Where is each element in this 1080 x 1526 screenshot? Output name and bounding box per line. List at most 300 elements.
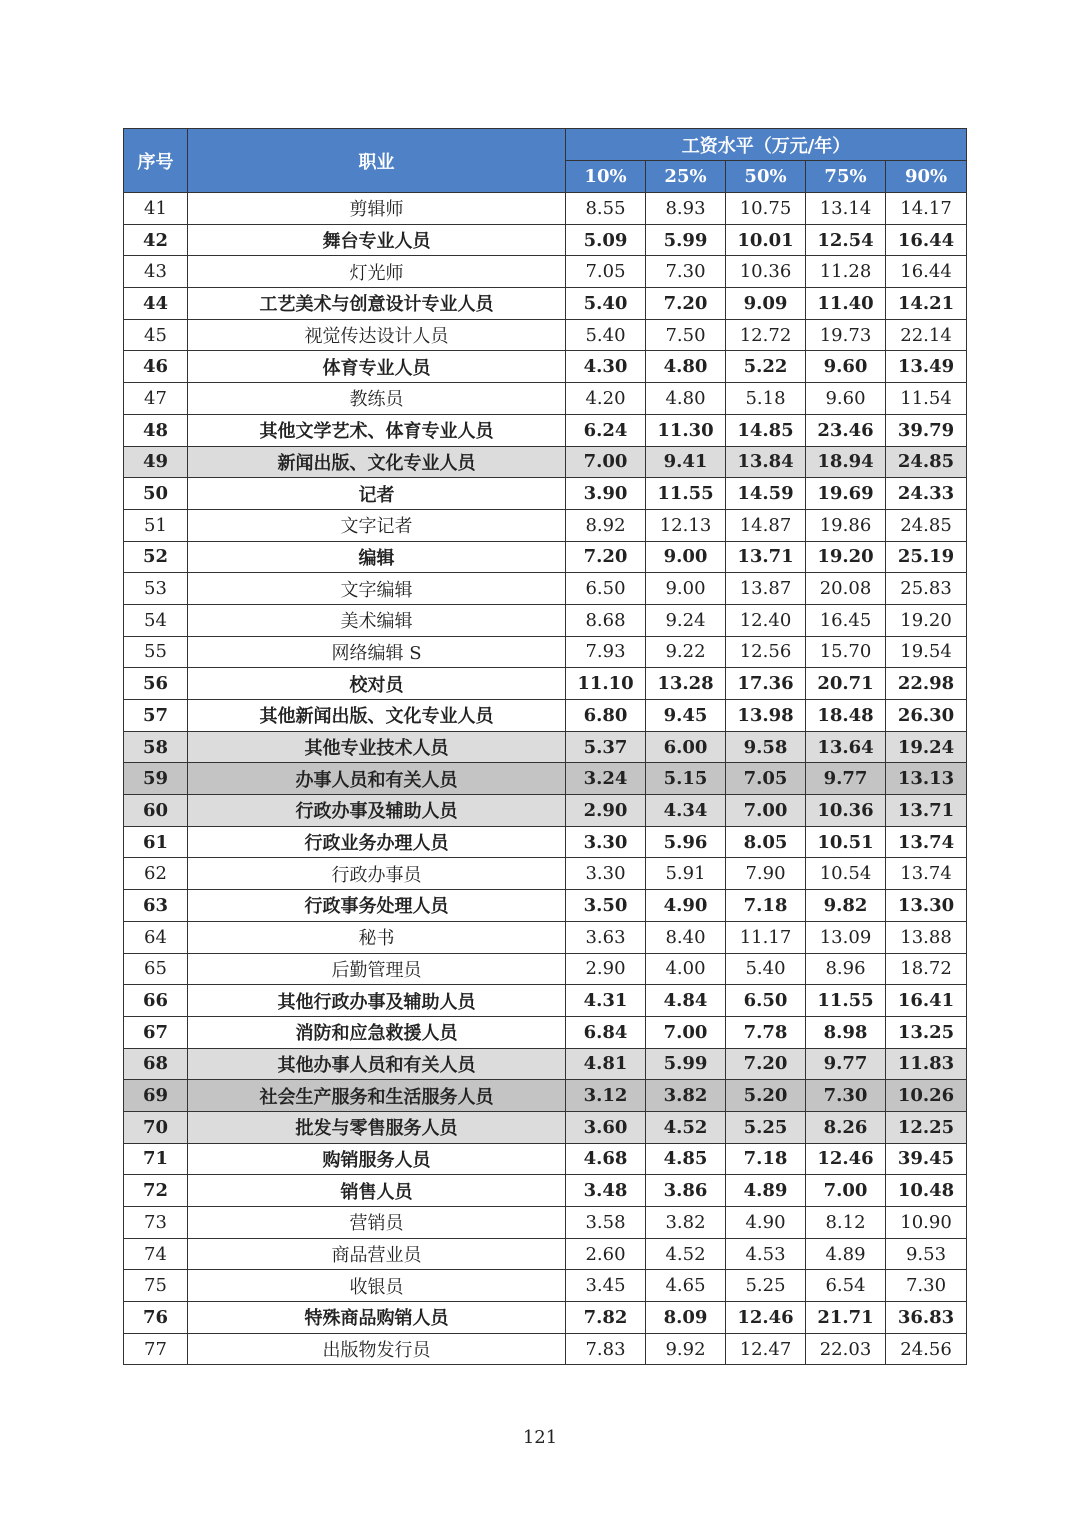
row-salary-p90: 25.83 — [886, 573, 967, 605]
row-occupation: 视觉传达设计人员 — [188, 319, 566, 351]
row-salary-p50: 12.46 — [726, 1302, 806, 1334]
row-salary-p75: 11.40 — [806, 288, 886, 320]
row-salary-p10: 3.60 — [566, 1111, 646, 1143]
row-salary-p10: 11.10 — [566, 668, 646, 700]
row-occupation: 剪辑师 — [188, 193, 566, 225]
row-index: 71 — [124, 1143, 188, 1175]
row-salary-p75: 4.89 — [806, 1238, 886, 1270]
row-index: 69 — [124, 1080, 188, 1112]
row-salary-p25: 5.15 — [646, 763, 726, 795]
table-row — [124, 1048, 967, 1080]
row-salary-p90: 25.19 — [886, 541, 967, 573]
row-salary-p10: 5.09 — [566, 224, 646, 256]
row-salary-p25: 9.22 — [646, 636, 726, 668]
row-salary-p75: 19.73 — [806, 319, 886, 351]
row-salary-p90: 24.33 — [886, 478, 967, 510]
row-salary-p75: 8.96 — [806, 953, 886, 985]
row-occupation: 特殊商品购销人员 — [188, 1302, 566, 1334]
table-row — [124, 921, 967, 953]
row-salary-p25: 11.30 — [646, 414, 726, 446]
row-index: 76 — [124, 1302, 188, 1334]
row-salary-p25: 13.28 — [646, 668, 726, 700]
row-salary-p75: 8.12 — [806, 1207, 886, 1239]
row-salary-p25: 9.92 — [646, 1333, 726, 1365]
table-row — [124, 573, 967, 605]
row-salary-p50: 9.09 — [726, 288, 806, 320]
row-salary-p10: 5.40 — [566, 288, 646, 320]
row-salary-p50: 12.47 — [726, 1333, 806, 1365]
row-occupation: 行政办事及辅助人员 — [188, 795, 566, 827]
row-salary-p50: 13.87 — [726, 573, 806, 605]
row-salary-p50: 6.50 — [726, 985, 806, 1017]
row-salary-p50: 14.85 — [726, 414, 806, 446]
row-salary-p50: 7.00 — [726, 795, 806, 827]
row-occupation: 文字编辑 — [188, 573, 566, 605]
table-row — [124, 193, 967, 225]
row-occupation: 文字记者 — [188, 509, 566, 541]
row-salary-p90: 13.88 — [886, 921, 967, 953]
row-salary-p10: 6.84 — [566, 1016, 646, 1048]
table-row — [124, 1333, 967, 1365]
table-row — [124, 351, 967, 383]
table-row — [124, 383, 967, 415]
row-salary-p75: 6.54 — [806, 1270, 886, 1302]
row-salary-p25: 4.65 — [646, 1270, 726, 1302]
row-index: 44 — [124, 288, 188, 320]
row-salary-p90: 39.79 — [886, 414, 967, 446]
row-occupation: 销售人员 — [188, 1175, 566, 1207]
row-salary-p50: 10.75 — [726, 193, 806, 225]
row-salary-p90: 11.54 — [886, 383, 967, 415]
table-row — [124, 224, 967, 256]
row-salary-p50: 7.18 — [726, 890, 806, 922]
row-salary-p75: 22.03 — [806, 1333, 886, 1365]
row-salary-p10: 4.31 — [566, 985, 646, 1017]
row-index: 52 — [124, 541, 188, 573]
row-salary-p50: 7.78 — [726, 1016, 806, 1048]
row-salary-p90: 19.24 — [886, 731, 967, 763]
row-salary-p25: 4.52 — [646, 1111, 726, 1143]
row-salary-p75: 13.64 — [806, 731, 886, 763]
row-salary-p50: 12.72 — [726, 319, 806, 351]
row-index: 66 — [124, 985, 188, 1017]
row-occupation: 灯光师 — [188, 256, 566, 288]
row-salary-p75: 18.48 — [806, 700, 886, 732]
row-salary-p10: 3.63 — [566, 921, 646, 953]
row-salary-p25: 4.84 — [646, 985, 726, 1017]
row-salary-p75: 19.20 — [806, 541, 886, 573]
row-occupation: 商品营业员 — [188, 1238, 566, 1270]
row-index: 42 — [124, 224, 188, 256]
table-row — [124, 795, 967, 827]
row-salary-p10: 8.55 — [566, 193, 646, 225]
row-salary-p90: 13.74 — [886, 826, 967, 858]
row-salary-p75: 9.77 — [806, 1048, 886, 1080]
row-index: 72 — [124, 1175, 188, 1207]
row-salary-p10: 3.45 — [566, 1270, 646, 1302]
row-salary-p50: 17.36 — [726, 668, 806, 700]
row-salary-p25: 3.82 — [646, 1207, 726, 1239]
row-salary-p50: 12.40 — [726, 604, 806, 636]
header-percentile-25: 25% — [646, 161, 726, 193]
table-row — [124, 1238, 967, 1270]
row-salary-p10: 2.60 — [566, 1238, 646, 1270]
header-percentile-90: 90% — [886, 161, 967, 193]
table-header — [124, 129, 967, 193]
header-percentile-50: 50% — [726, 161, 806, 193]
table-row — [124, 890, 967, 922]
row-salary-p90: 19.54 — [886, 636, 967, 668]
row-index: 74 — [124, 1238, 188, 1270]
row-salary-p10: 3.30 — [566, 858, 646, 890]
row-salary-p25: 6.00 — [646, 731, 726, 763]
row-salary-p50: 7.18 — [726, 1143, 806, 1175]
row-salary-p50: 13.98 — [726, 700, 806, 732]
row-salary-p25: 11.55 — [646, 478, 726, 510]
table-row — [124, 1143, 967, 1175]
row-salary-p50: 12.56 — [726, 636, 806, 668]
row-occupation: 其他文学艺术、体育专业人员 — [188, 414, 566, 446]
row-index: 57 — [124, 700, 188, 732]
row-index: 67 — [124, 1016, 188, 1048]
row-salary-p10: 4.81 — [566, 1048, 646, 1080]
row-salary-p25: 8.40 — [646, 921, 726, 953]
row-occupation: 网络编辑 S — [188, 636, 566, 668]
row-salary-p75: 9.60 — [806, 351, 886, 383]
row-salary-p90: 13.49 — [886, 351, 967, 383]
row-salary-p90: 7.30 — [886, 1270, 967, 1302]
table-row — [124, 700, 967, 732]
row-index: 55 — [124, 636, 188, 668]
row-salary-p25: 7.20 — [646, 288, 726, 320]
table-row — [124, 826, 967, 858]
row-salary-p10: 3.24 — [566, 763, 646, 795]
row-salary-p25: 4.52 — [646, 1238, 726, 1270]
row-salary-p75: 20.08 — [806, 573, 886, 605]
header-salary-group: 工资水平（万元/年） — [566, 129, 967, 161]
row-index: 60 — [124, 795, 188, 827]
row-salary-p90: 36.83 — [886, 1302, 967, 1334]
table-row — [124, 446, 967, 478]
row-salary-p10: 8.68 — [566, 604, 646, 636]
row-salary-p10: 7.20 — [566, 541, 646, 573]
row-index: 63 — [124, 890, 188, 922]
table-row — [124, 541, 967, 573]
table-row — [124, 288, 967, 320]
row-salary-p90: 9.53 — [886, 1238, 967, 1270]
row-occupation: 美术编辑 — [188, 604, 566, 636]
row-salary-p50: 7.90 — [726, 858, 806, 890]
row-salary-p75: 10.36 — [806, 795, 886, 827]
row-occupation: 行政业务办理人员 — [188, 826, 566, 858]
row-salary-p25: 5.99 — [646, 224, 726, 256]
row-salary-p25: 8.93 — [646, 193, 726, 225]
row-occupation: 出版物发行员 — [188, 1333, 566, 1365]
row-salary-p10: 5.40 — [566, 319, 646, 351]
row-salary-p90: 22.14 — [886, 319, 967, 351]
row-occupation: 校对员 — [188, 668, 566, 700]
row-salary-p10: 4.20 — [566, 383, 646, 415]
table-row — [124, 953, 967, 985]
row-occupation: 舞台专业人员 — [188, 224, 566, 256]
row-index: 77 — [124, 1333, 188, 1365]
row-salary-p90: 13.30 — [886, 890, 967, 922]
row-salary-p50: 5.25 — [726, 1270, 806, 1302]
row-salary-p10: 7.82 — [566, 1302, 646, 1334]
salary-table — [123, 128, 967, 1365]
row-index: 48 — [124, 414, 188, 446]
row-salary-p75: 13.09 — [806, 921, 886, 953]
row-salary-p50: 14.59 — [726, 478, 806, 510]
row-salary-p75: 21.71 — [806, 1302, 886, 1334]
row-salary-p25: 4.34 — [646, 795, 726, 827]
row-salary-p25: 3.82 — [646, 1080, 726, 1112]
row-salary-p90: 10.48 — [886, 1175, 967, 1207]
row-salary-p75: 11.55 — [806, 985, 886, 1017]
row-salary-p50: 10.36 — [726, 256, 806, 288]
row-index: 50 — [124, 478, 188, 510]
row-occupation: 后勤管理员 — [188, 953, 566, 985]
row-salary-p90: 12.25 — [886, 1111, 967, 1143]
row-salary-p25: 4.90 — [646, 890, 726, 922]
row-salary-p75: 9.77 — [806, 763, 886, 795]
row-salary-p50: 7.05 — [726, 763, 806, 795]
row-salary-p10: 3.50 — [566, 890, 646, 922]
row-index: 64 — [124, 921, 188, 953]
row-index: 58 — [124, 731, 188, 763]
row-salary-p75: 10.51 — [806, 826, 886, 858]
row-salary-p50: 4.90 — [726, 1207, 806, 1239]
row-salary-p10: 4.68 — [566, 1143, 646, 1175]
row-salary-p90: 24.85 — [886, 446, 967, 478]
row-occupation: 新闻出版、文化专业人员 — [188, 446, 566, 478]
table-row — [124, 1080, 967, 1112]
row-index: 54 — [124, 604, 188, 636]
row-salary-p50: 8.05 — [726, 826, 806, 858]
row-salary-p25: 12.13 — [646, 509, 726, 541]
row-salary-p25: 8.09 — [646, 1302, 726, 1334]
header-occupation: 职业 — [188, 129, 566, 193]
row-salary-p10: 6.24 — [566, 414, 646, 446]
row-occupation: 编辑 — [188, 541, 566, 573]
row-salary-p75: 12.46 — [806, 1143, 886, 1175]
row-salary-p50: 4.53 — [726, 1238, 806, 1270]
row-salary-p10: 3.58 — [566, 1207, 646, 1239]
row-salary-p10: 6.80 — [566, 700, 646, 732]
row-salary-p90: 16.44 — [886, 256, 967, 288]
table-row — [124, 1302, 967, 1334]
row-salary-p10: 3.12 — [566, 1080, 646, 1112]
table-row — [124, 731, 967, 763]
row-salary-p25: 9.00 — [646, 541, 726, 573]
row-salary-p90: 19.20 — [886, 604, 967, 636]
table-row — [124, 604, 967, 636]
row-index: 49 — [124, 446, 188, 478]
row-salary-p75: 12.54 — [806, 224, 886, 256]
row-occupation: 其他办事人员和有关人员 — [188, 1048, 566, 1080]
table-row — [124, 636, 967, 668]
row-salary-p90: 26.30 — [886, 700, 967, 732]
row-salary-p50: 13.84 — [726, 446, 806, 478]
row-index: 53 — [124, 573, 188, 605]
row-salary-p10: 5.37 — [566, 731, 646, 763]
row-salary-p10: 7.05 — [566, 256, 646, 288]
row-index: 65 — [124, 953, 188, 985]
table-row — [124, 985, 967, 1017]
row-salary-p90: 16.44 — [886, 224, 967, 256]
row-salary-p90: 14.17 — [886, 193, 967, 225]
row-occupation: 其他新闻出版、文化专业人员 — [188, 700, 566, 732]
row-salary-p75: 16.45 — [806, 604, 886, 636]
row-salary-p75: 11.28 — [806, 256, 886, 288]
row-salary-p25: 9.45 — [646, 700, 726, 732]
row-salary-p10: 2.90 — [566, 795, 646, 827]
row-salary-p50: 13.71 — [726, 541, 806, 573]
row-salary-p25: 7.30 — [646, 256, 726, 288]
row-occupation: 秘书 — [188, 921, 566, 953]
row-salary-p25: 4.00 — [646, 953, 726, 985]
row-occupation: 工艺美术与创意设计专业人员 — [188, 288, 566, 320]
row-index: 62 — [124, 858, 188, 890]
row-occupation: 行政办事员 — [188, 858, 566, 890]
row-index: 68 — [124, 1048, 188, 1080]
row-salary-p25: 5.96 — [646, 826, 726, 858]
row-salary-p10: 7.00 — [566, 446, 646, 478]
page-number: 121 — [522, 1427, 558, 1448]
table-row — [124, 1175, 967, 1207]
row-salary-p10: 3.90 — [566, 478, 646, 510]
row-salary-p90: 13.74 — [886, 858, 967, 890]
row-index: 41 — [124, 193, 188, 225]
table-body — [124, 193, 967, 1365]
row-index: 73 — [124, 1207, 188, 1239]
header-percentile-75: 75% — [806, 161, 886, 193]
row-salary-p75: 7.00 — [806, 1175, 886, 1207]
row-index: 61 — [124, 826, 188, 858]
row-occupation: 购销服务人员 — [188, 1143, 566, 1175]
row-occupation: 社会生产服务和生活服务人员 — [188, 1080, 566, 1112]
row-salary-p25: 4.80 — [646, 383, 726, 415]
row-occupation: 记者 — [188, 478, 566, 510]
row-index: 46 — [124, 351, 188, 383]
row-salary-p75: 9.60 — [806, 383, 886, 415]
row-salary-p75: 15.70 — [806, 636, 886, 668]
row-salary-p90: 10.90 — [886, 1207, 967, 1239]
row-salary-p75: 9.82 — [806, 890, 886, 922]
row-salary-p25: 9.00 — [646, 573, 726, 605]
row-salary-p75: 20.71 — [806, 668, 886, 700]
row-salary-p50: 11.17 — [726, 921, 806, 953]
row-salary-p90: 10.26 — [886, 1080, 967, 1112]
header-index: 序号 — [124, 129, 188, 193]
row-salary-p50: 5.40 — [726, 953, 806, 985]
row-occupation: 消防和应急救援人员 — [188, 1016, 566, 1048]
row-salary-p50: 5.25 — [726, 1111, 806, 1143]
row-salary-p10: 8.92 — [566, 509, 646, 541]
row-salary-p90: 13.13 — [886, 763, 967, 795]
row-salary-p90: 16.41 — [886, 985, 967, 1017]
row-salary-p75: 19.86 — [806, 509, 886, 541]
row-salary-p90: 13.71 — [886, 795, 967, 827]
row-salary-p50: 5.22 — [726, 351, 806, 383]
row-salary-p25: 3.86 — [646, 1175, 726, 1207]
row-salary-p75: 8.26 — [806, 1111, 886, 1143]
row-salary-p90: 18.72 — [886, 953, 967, 985]
row-salary-p10: 3.48 — [566, 1175, 646, 1207]
table-row — [124, 256, 967, 288]
table-row — [124, 1111, 967, 1143]
row-salary-p90: 22.98 — [886, 668, 967, 700]
row-salary-p50: 7.20 — [726, 1048, 806, 1080]
row-index: 75 — [124, 1270, 188, 1302]
row-salary-p75: 19.69 — [806, 478, 886, 510]
row-index: 70 — [124, 1111, 188, 1143]
row-salary-p25: 7.00 — [646, 1016, 726, 1048]
table-row — [124, 668, 967, 700]
row-occupation: 其他专业技术人员 — [188, 731, 566, 763]
row-salary-p90: 24.85 — [886, 509, 967, 541]
row-salary-p90: 39.45 — [886, 1143, 967, 1175]
row-occupation: 行政事务处理人员 — [188, 890, 566, 922]
row-salary-p10: 6.50 — [566, 573, 646, 605]
row-salary-p90: 14.21 — [886, 288, 967, 320]
table-row — [124, 1207, 967, 1239]
row-salary-p50: 10.01 — [726, 224, 806, 256]
row-salary-p75: 7.30 — [806, 1080, 886, 1112]
row-salary-p10: 7.93 — [566, 636, 646, 668]
row-salary-p10: 4.30 — [566, 351, 646, 383]
row-salary-p50: 5.18 — [726, 383, 806, 415]
row-salary-p75: 13.14 — [806, 193, 886, 225]
row-salary-p10: 2.90 — [566, 953, 646, 985]
table-row — [124, 478, 967, 510]
table-row — [124, 509, 967, 541]
row-index: 47 — [124, 383, 188, 415]
row-salary-p75: 8.98 — [806, 1016, 886, 1048]
table-row — [124, 1016, 967, 1048]
table-row — [124, 414, 967, 446]
row-salary-p75: 23.46 — [806, 414, 886, 446]
row-salary-p10: 3.30 — [566, 826, 646, 858]
row-occupation: 体育专业人员 — [188, 351, 566, 383]
row-salary-p50: 5.20 — [726, 1080, 806, 1112]
row-salary-p75: 18.94 — [806, 446, 886, 478]
row-salary-p75: 10.54 — [806, 858, 886, 890]
row-index: 43 — [124, 256, 188, 288]
row-salary-p50: 9.58 — [726, 731, 806, 763]
row-index: 56 — [124, 668, 188, 700]
row-occupation: 办事人员和有关人员 — [188, 763, 566, 795]
row-occupation: 批发与零售服务人员 — [188, 1111, 566, 1143]
row-salary-p50: 4.89 — [726, 1175, 806, 1207]
row-occupation: 收银员 — [188, 1270, 566, 1302]
table-row — [124, 763, 967, 795]
row-occupation: 营销员 — [188, 1207, 566, 1239]
row-salary-p50: 14.87 — [726, 509, 806, 541]
row-salary-p25: 5.91 — [646, 858, 726, 890]
header-percentile-10: 10% — [566, 161, 646, 193]
row-salary-p25: 4.80 — [646, 351, 726, 383]
row-index: 45 — [124, 319, 188, 351]
row-salary-p25: 9.41 — [646, 446, 726, 478]
table-row — [124, 1270, 967, 1302]
row-index: 59 — [124, 763, 188, 795]
row-occupation: 其他行政办事及辅助人员 — [188, 985, 566, 1017]
table-row — [124, 858, 967, 890]
row-salary-p90: 11.83 — [886, 1048, 967, 1080]
row-salary-p25: 7.50 — [646, 319, 726, 351]
row-salary-p90: 13.25 — [886, 1016, 967, 1048]
